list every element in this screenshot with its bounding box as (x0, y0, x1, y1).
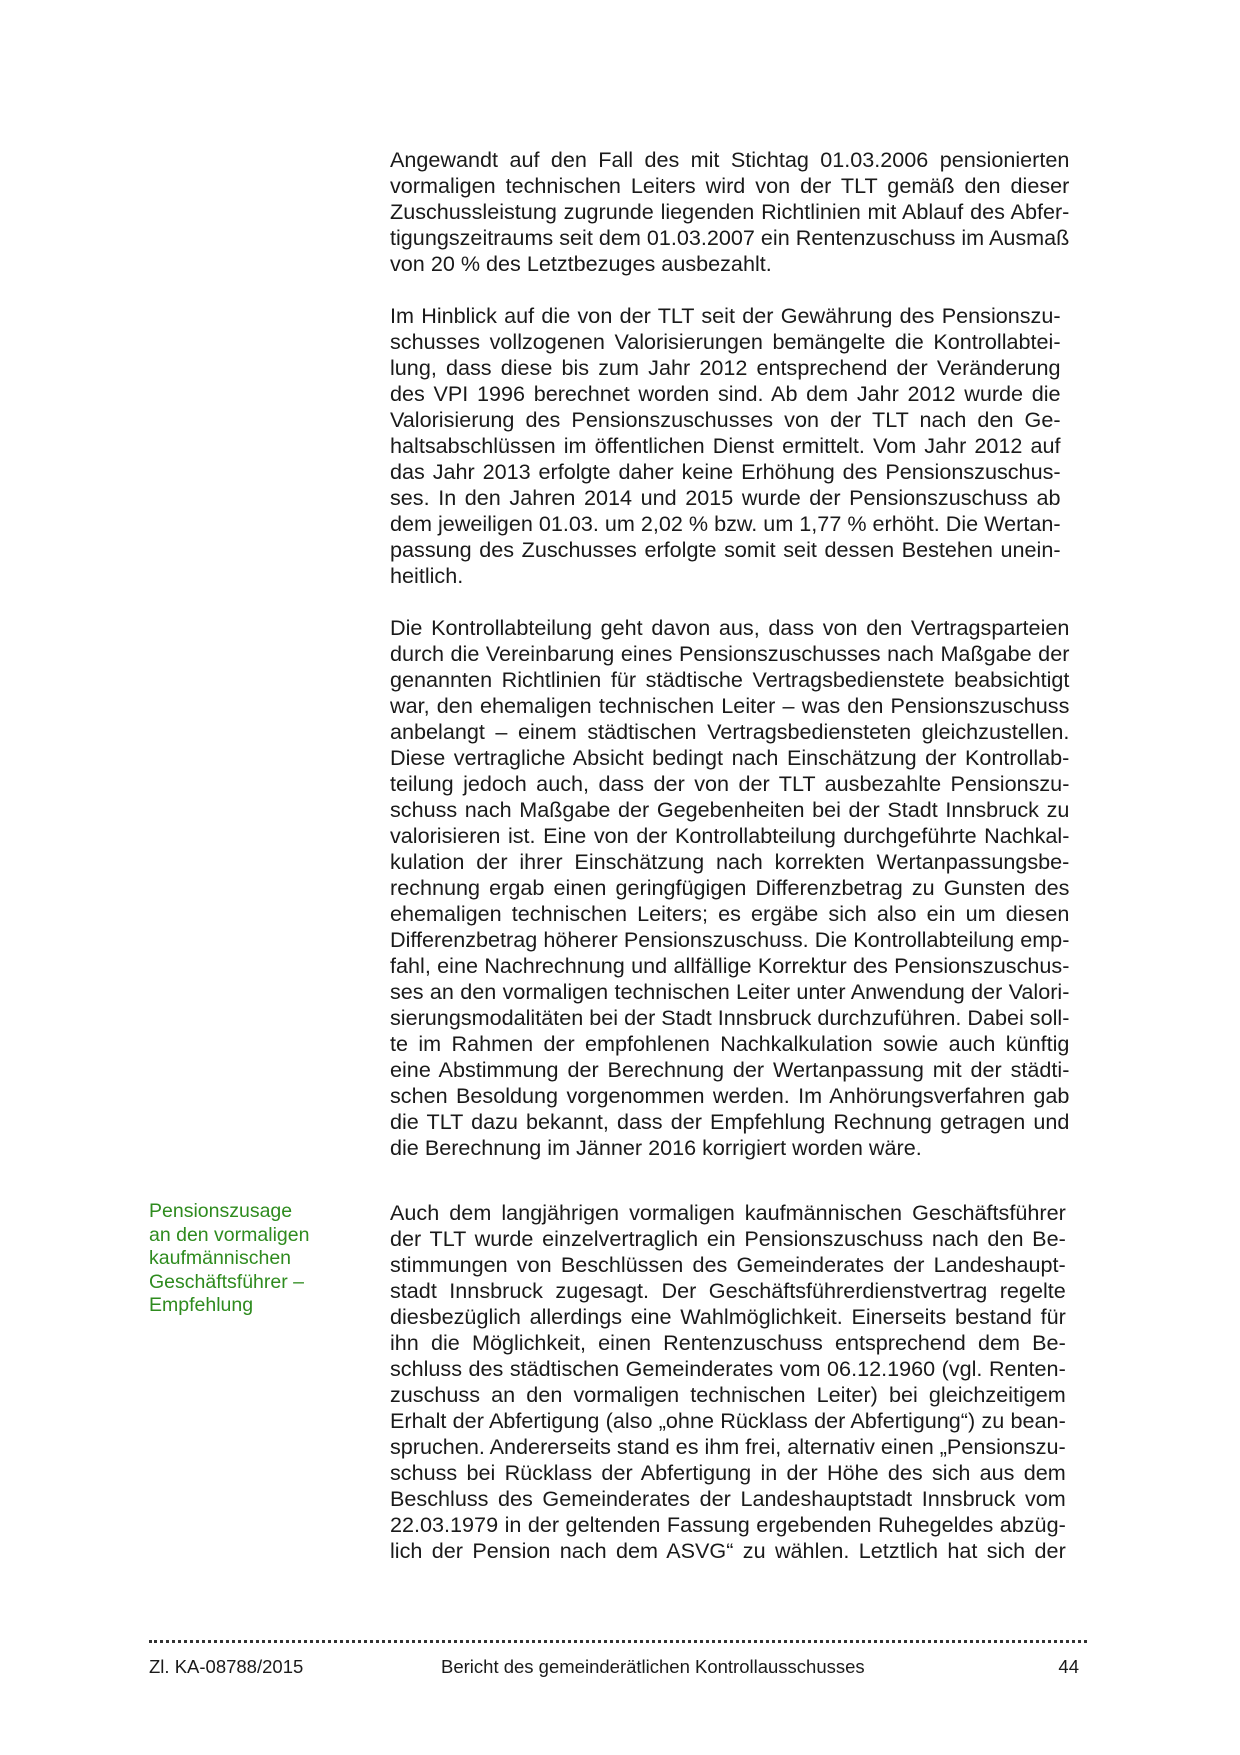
paragraph-kaufmaennischer-geschaeftsfuehrer (390, 1200, 1066, 1564)
paragraph-line: schen Besoldung vorgenommen werden. Im Anhörungsverfahren gab (390, 1083, 1070, 1108)
margin-note-line: an den vormaligen (149, 1223, 310, 1246)
paragraph-line: schuss bei Rücklass der Abfertigung in der Höhe des sich aus dem (390, 1460, 1066, 1485)
paragraph-line: stimmungen von Beschlüssen des Gemeinderates der Landeshaupt- (390, 1252, 1066, 1277)
paragraph-line: lung, dass diese bis zum Jahr 2012 entsprechend der Veränderung (390, 355, 1061, 380)
paragraph-line: zuschuss an den vormaligen technischen Leiter) bei gleichzeitigem (390, 1382, 1066, 1407)
paragraph-line: schusses vollzogenen Valorisierungen bemängelte die Kontrollabtei- (390, 329, 1061, 354)
margin-note-pensionszusage (149, 1200, 349, 1318)
paragraph-line: ses. In den Jahren 2014 und 2015 wurde der Pensionszuschuss ab (390, 485, 1061, 510)
paragraph-line: durch die Vereinbarung eines Pensionszuschusses nach Maßgabe der (390, 641, 1070, 666)
margin-note-line: Empfehlung (149, 1294, 254, 1316)
paragraph-line: von 20 % des Letztbezuges ausbezahlt. (390, 251, 772, 276)
paragraph-line: teilung jedoch auch, dass der von der TLT ausbezahlte Pensionszu- (390, 771, 1070, 796)
paragraph-line: die Berechnung im Jänner 2016 korrigiert worden wäre. (390, 1135, 922, 1160)
paragraph-line: haltsabschlüssen im öffentlichen Dienst ermittelt. Vom Jahr 2012 auf (390, 433, 1061, 458)
paragraph-line: Valorisierung des Pensionszuschusses von der TLT nach den Ge- (390, 407, 1061, 432)
paragraph-line: Erhalt der Abfertigung (also „ohne Rücklass der Abfertigung“) zu bean- (390, 1408, 1066, 1433)
paragraph-line: te im Rahmen der empfohlenen Nachkalkulation sowie auch künftig (390, 1031, 1070, 1056)
paragraph-line: eine Abstimmung der Berechnung der Wertanpassung mit der städti- (390, 1057, 1070, 1082)
footer-reference-number: Zl. KA-08788/2015 (149, 1656, 304, 1677)
paragraph-line: schuss nach Maßgabe der Gegebenheiten bei der Stadt Innsbruck zu (390, 797, 1070, 822)
margin-note-line: Geschäftsführer – (149, 1270, 304, 1293)
paragraph-line: schluss des städtischen Gemeinderates vom 06.12.1960 (vgl. Renten- (390, 1356, 1066, 1381)
paragraph-line: diesbezüglich allerdings eine Wahlmöglichkeit. Einerseits bestand für (390, 1304, 1066, 1329)
paragraph-line: spruchen. Andererseits stand es ihm frei, alternativ einen „Pensionszu- (390, 1434, 1066, 1459)
paragraph-line: Diese vertragliche Absicht bedingt nach Einschätzung der Kontrollab- (390, 745, 1070, 770)
paragraph-line: lich der Pension nach dem ASVG“ zu wählen. Letztlich hat sich der (390, 1538, 1066, 1563)
paragraph-line: ehemaligen technischen Leiters; es ergäbe sich also ein um diesen (390, 901, 1070, 926)
paragraph-line: genannten Richtlinien für städtische Vertragsbedienstete beabsichtigt (390, 667, 1070, 692)
margin-note-line: Pensionszusage (149, 1200, 293, 1222)
paragraph-line: Angewandt auf den Fall des mit Stichtag 01.03.2006 pensionierten (390, 147, 1070, 172)
paragraph-line: dem jeweiligen 01.03. um 2,02 % bzw. um 1,77 % erhöht. Die Wertan- (390, 511, 1061, 536)
paragraph-line: der TLT wurde einzelvertraglich ein Pensionszuschuss nach den Be- (390, 1226, 1066, 1251)
paragraph-line: kulation der ihrer Einschätzung nach korrekten Wertanpassungsbe- (390, 849, 1070, 874)
paragraph-line: stadt Innsbruck zugesagt. Der Geschäftsführerdienstvertrag regelte (390, 1278, 1066, 1303)
paragraph-kontrollabteilung-empfehlung (390, 615, 1069, 1161)
paragraph-line: ihn die Möglichkeit, einen Rentenzuschuss entsprechend dem Be- (390, 1330, 1066, 1355)
paragraph-line: valorisieren ist. Eine von der Kontrollabteilung durchgeführte Nachkal- (390, 823, 1070, 848)
paragraph-rentenzuschuss-technischer-leiter (390, 147, 1069, 277)
paragraph-line: des VPI 1996 berechnet worden sind. Ab dem Jahr 2012 wurde die (390, 381, 1061, 406)
paragraph-line: rechnung ergab einen geringfügigen Differenzbetrag zu Gunsten des (390, 875, 1070, 900)
paragraph-line: fahl, eine Nachrechnung und allfällige Korrektur des Pensionszuschus- (390, 953, 1070, 978)
paragraph-line: vormaligen technischen Leiters wird von der TLT gemäß den dieser (390, 173, 1070, 198)
paragraph-line: Im Hinblick auf die von der TLT seit der Gewährung des Pensionszu- (390, 303, 1061, 328)
footer-dotted-rule (149, 1640, 1087, 1643)
paragraph-line: Beschluss des Gemeinderates der Landeshauptstadt Innsbruck vom (390, 1486, 1066, 1511)
footer-report-title: Bericht des gemeinderätlichen Kontrollausschusses (441, 1656, 865, 1677)
margin-note-line: kaufmännischen (149, 1247, 292, 1269)
paragraph-line: 22.03.1979 in der geltenden Fassung ergebenden Ruhegeldes abzüg- (390, 1512, 1066, 1537)
paragraph-line: tigungszeitraums seit dem 01.03.2007 ein Rentenzuschuss im Ausmaß (390, 225, 1070, 250)
paragraph-line: Zuschussleistung zugrunde liegenden Richtlinien mit Ablauf des Abfer- (390, 199, 1070, 224)
paragraph-line: Differenzbetrag höherer Pensionszuschuss. Die Kontrollabteilung emp- (390, 927, 1070, 952)
paragraph-line: war, den ehemaligen technischen Leiter – was den Pensionszuschuss (390, 693, 1070, 718)
paragraph-line: passung des Zuschusses erfolgte somit seit dessen Bestehen unein- (390, 537, 1061, 562)
paragraph-line: anbelangt – einem städtischen Vertragsbediensteten gleichzustellen. (390, 719, 1070, 744)
paragraph-line: Auch dem langjährigen vormaligen kaufmännischen Geschäftsführer (390, 1200, 1066, 1225)
paragraph-valorisierung (390, 303, 1061, 589)
paragraph-line: die TLT dazu bekannt, dass der Empfehlung Rechnung getragen und (390, 1109, 1070, 1134)
paragraph-line: das Jahr 2013 erfolgte daher keine Erhöhung des Pensionszuschus- (390, 459, 1061, 484)
footer-page-number: 44 (1058, 1656, 1079, 1677)
paragraph-line: sierungsmodalitäten bei der Stadt Innsbruck durchzuführen. Dabei soll- (390, 1005, 1070, 1030)
paragraph-line: heitlich. (390, 563, 464, 588)
paragraph-line: ses an den vormaligen technischen Leiter unter Anwendung der Valori- (390, 979, 1070, 1004)
paragraph-line: Die Kontrollabteilung geht davon aus, dass von den Vertragsparteien (390, 615, 1070, 640)
